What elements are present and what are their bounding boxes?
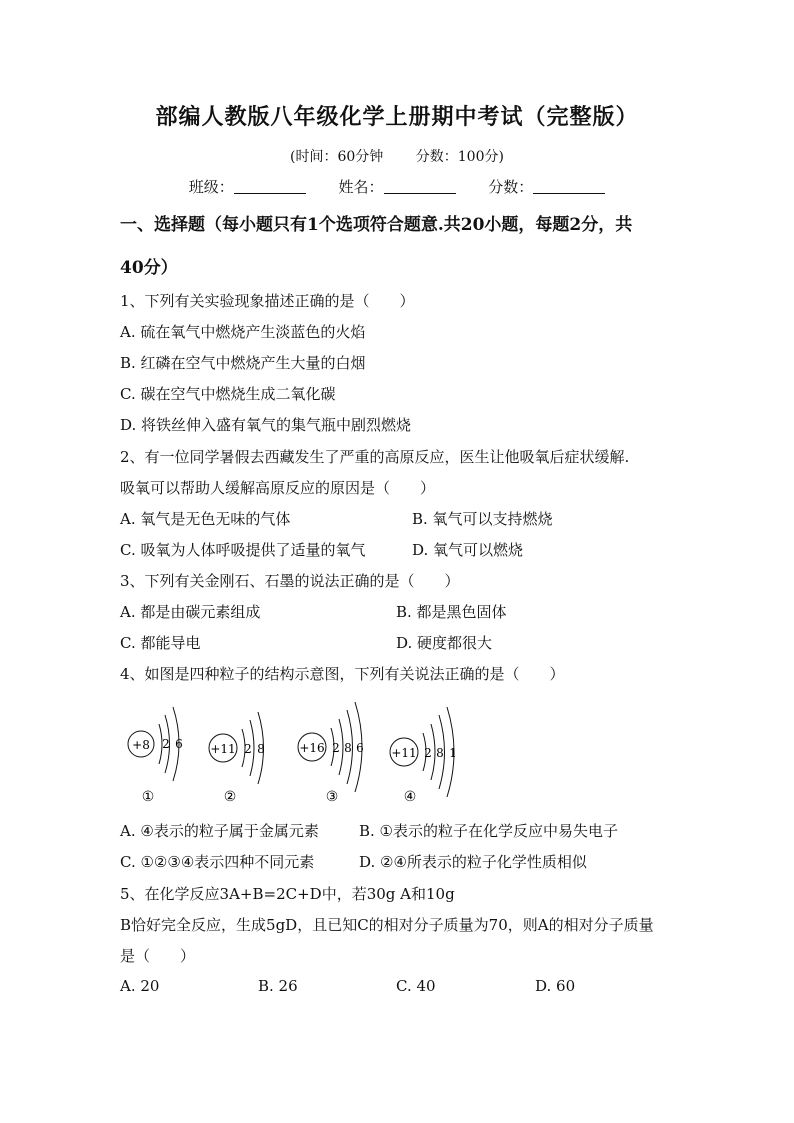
- class-label: 班级：: [188, 178, 234, 196]
- q4-option-a: A. ④表示的粒子属于金属元素: [120, 822, 319, 840]
- q3-option-c: C. 都能导电: [120, 634, 201, 652]
- particle-1: [128, 707, 183, 805]
- class-blank[interactable]: [234, 179, 306, 194]
- name-blank[interactable]: [384, 179, 456, 194]
- q2-option-a: A. 氧气是无色无味的气体: [120, 510, 291, 528]
- particle-label: ④: [403, 789, 417, 805]
- shell-electron-count: 8: [344, 741, 352, 755]
- nucleus-charge: +11: [391, 746, 417, 760]
- q5-option-b: B. 26: [258, 977, 298, 995]
- q3-option-d: D. 硬度都很大: [396, 634, 493, 652]
- q3-stem: 3、下列有关金刚石、石墨的说法正确的是（ ）: [120, 572, 460, 590]
- nucleus-charge: +11: [210, 742, 236, 756]
- q2-option-b: B. 氧气可以支持燃烧: [412, 510, 553, 528]
- particle-label: ②: [223, 789, 237, 805]
- q1-option-d: D. 将铁丝伸入盛有氧气的集气瓶中剧烈燃烧: [120, 416, 412, 434]
- particle-label: ③: [325, 789, 339, 805]
- q4-option-c: C. ①②③④表示四种不同元素: [120, 853, 315, 871]
- page-title: 部编人教版八年级化学上册期中考试（完整版）: [155, 104, 639, 130]
- shell-electron-count: 2: [424, 746, 432, 760]
- particle-4: [390, 707, 457, 805]
- q4-stem: 4、如图是四种粒子的结构示意图，下列有关说法正确的是（ ）: [120, 665, 565, 683]
- q1-option-c: C. 碳在空气中燃烧生成二氧化碳: [120, 385, 336, 403]
- section-heading-cont: 40分）: [120, 258, 178, 278]
- q2-option-c: C. 吸氧为人体呼吸提供了适量的氧气: [120, 541, 366, 559]
- exam-time: (时间：60分钟: [290, 149, 384, 165]
- q3-option-a: A. 都是由碳元素组成: [120, 603, 261, 621]
- q2-stem-1: 2、有一位同学暑假去西藏发生了严重的高原反应，医生让他吸氧后症状缓解.: [120, 448, 630, 466]
- shell-electron-count: 6: [356, 741, 364, 755]
- particle-label: ①: [141, 789, 155, 805]
- q5-option-d: D. 60: [535, 977, 576, 995]
- q5-option-a: A. 20: [120, 977, 160, 995]
- shell-electron-count: 2: [162, 737, 170, 751]
- q3-option-b: B. 都是黑色固体: [396, 603, 507, 621]
- q5-stem-3: 是（ ）: [120, 947, 196, 965]
- student-info: [0, 176, 794, 197]
- exam-score: 分数：100分): [415, 149, 504, 165]
- q2-stem-2: 吸氧可以帮助人缓解高原反应的原因是（ ）: [120, 479, 436, 497]
- q5-stem-2: B恰好完全反应，生成5gD，且已知C的相对分子质量为70，则A的相对分子质量: [120, 916, 654, 934]
- particle-3: [298, 702, 364, 805]
- shell-electron-count: 8: [257, 742, 265, 756]
- atomic-structure-diagram: [118, 698, 478, 810]
- q1-stem: 1、下列有关实验现象描述正确的是（ ）: [120, 292, 415, 310]
- particle-2: [209, 712, 265, 805]
- shell-electron-count: 8: [436, 746, 444, 760]
- score-label: 分数：: [488, 178, 534, 196]
- q1-option-a: A. 硫在氧气中燃烧产生淡蓝色的火焰: [120, 323, 366, 341]
- shell-electron-count: 2: [332, 741, 340, 755]
- q5-stem-1: 5、在化学反应3A+B=2C+D中，若30g A和10g: [120, 885, 455, 903]
- name-label: 姓名：: [338, 178, 384, 196]
- q1-option-b: B. 红磷在空气中燃烧产生大量的白烟: [120, 354, 366, 372]
- q4-option-b: B. ①表示的粒子在化学反应中易失电子: [359, 822, 619, 840]
- shell-electron-count: 2: [244, 742, 252, 756]
- nucleus-charge: +16: [299, 741, 325, 755]
- shell-electron-count: 1: [449, 746, 457, 760]
- q4-option-d: D. ②④所表示的粒子化学性质相似: [359, 853, 587, 871]
- q5-option-c: C. 40: [396, 977, 436, 995]
- score-blank[interactable]: [533, 179, 605, 194]
- shell-electron-count: 6: [175, 737, 183, 751]
- q2-option-d: D. 氧气可以燃烧: [412, 541, 524, 559]
- section-heading: 一、选择题（每小题只有1个选项符合题意.共20小题，每题2分，共: [120, 215, 633, 235]
- exam-meta: [0, 146, 794, 166]
- nucleus-charge: +8: [132, 738, 150, 752]
